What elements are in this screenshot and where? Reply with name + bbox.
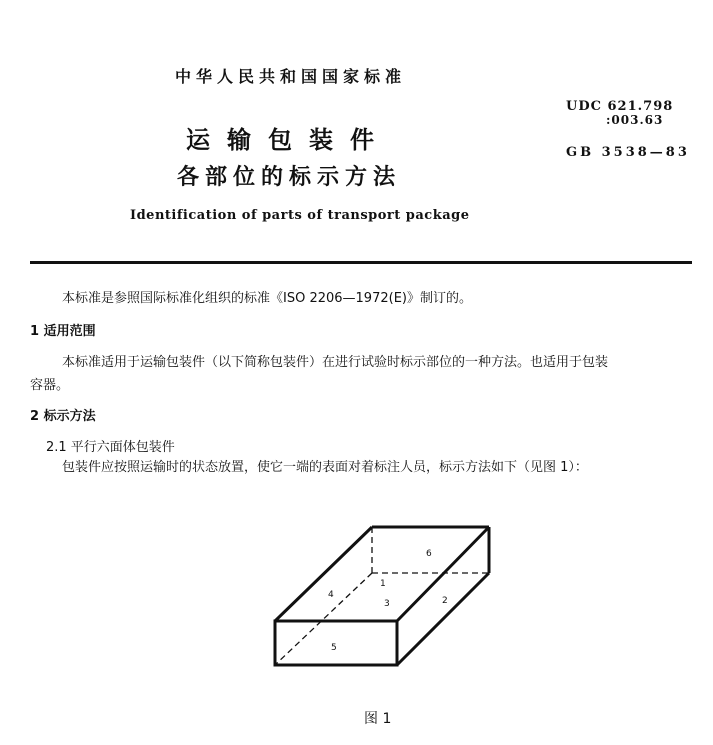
- document-title-line2: 各部位的标示方法: [177, 165, 402, 190]
- face-label-4: 4: [328, 590, 334, 600]
- intro-paragraph: 本标准是参照国际标准化组织的标准《ISO 2206—1972(E)》制订的。: [62, 291, 472, 306]
- box-hidden-edges: [275, 527, 489, 665]
- udc-code: UDC 621.798: [566, 99, 674, 114]
- section-1-text-line1: 本标准适用于运输包装件（以下简称包装件）在进行试验时标示部位的一种方法。也适用于包装: [62, 355, 609, 370]
- header-divider: [30, 261, 692, 264]
- udc-code-continued: :003.63: [606, 113, 664, 127]
- face-label-2: 2: [442, 596, 448, 606]
- document-title-english: Identification of parts of transport package: [130, 208, 470, 223]
- section-1-heading: 1 适用范围: [30, 324, 96, 339]
- figure-1-caption: 图 1: [364, 711, 392, 727]
- gb-standard-number: GB 3538—83: [566, 145, 690, 160]
- standard-org-title: 中华人民共和国国家标准: [175, 67, 407, 86]
- section-2-1-text: 包装件应按照运输时的状态放置，使它一端的表面对着标注人员，标示方法如下（见图 1）：: [62, 460, 588, 475]
- box-solid-edges: [275, 527, 489, 665]
- face-label-6: 6: [426, 549, 432, 559]
- document-title-line1: 运输包装件: [186, 126, 391, 154]
- section-1-text-line2: 容器。: [30, 378, 70, 393]
- face-label-1: 1: [380, 579, 386, 589]
- section-2-1-heading: 2.1 平行六面体包装件: [46, 440, 175, 455]
- face-label-3: 3: [384, 599, 390, 609]
- figure-1-box-diagram: [270, 520, 500, 670]
- face-label-5: 5: [331, 643, 337, 653]
- section-2-heading: 2 标示方法: [30, 409, 96, 424]
